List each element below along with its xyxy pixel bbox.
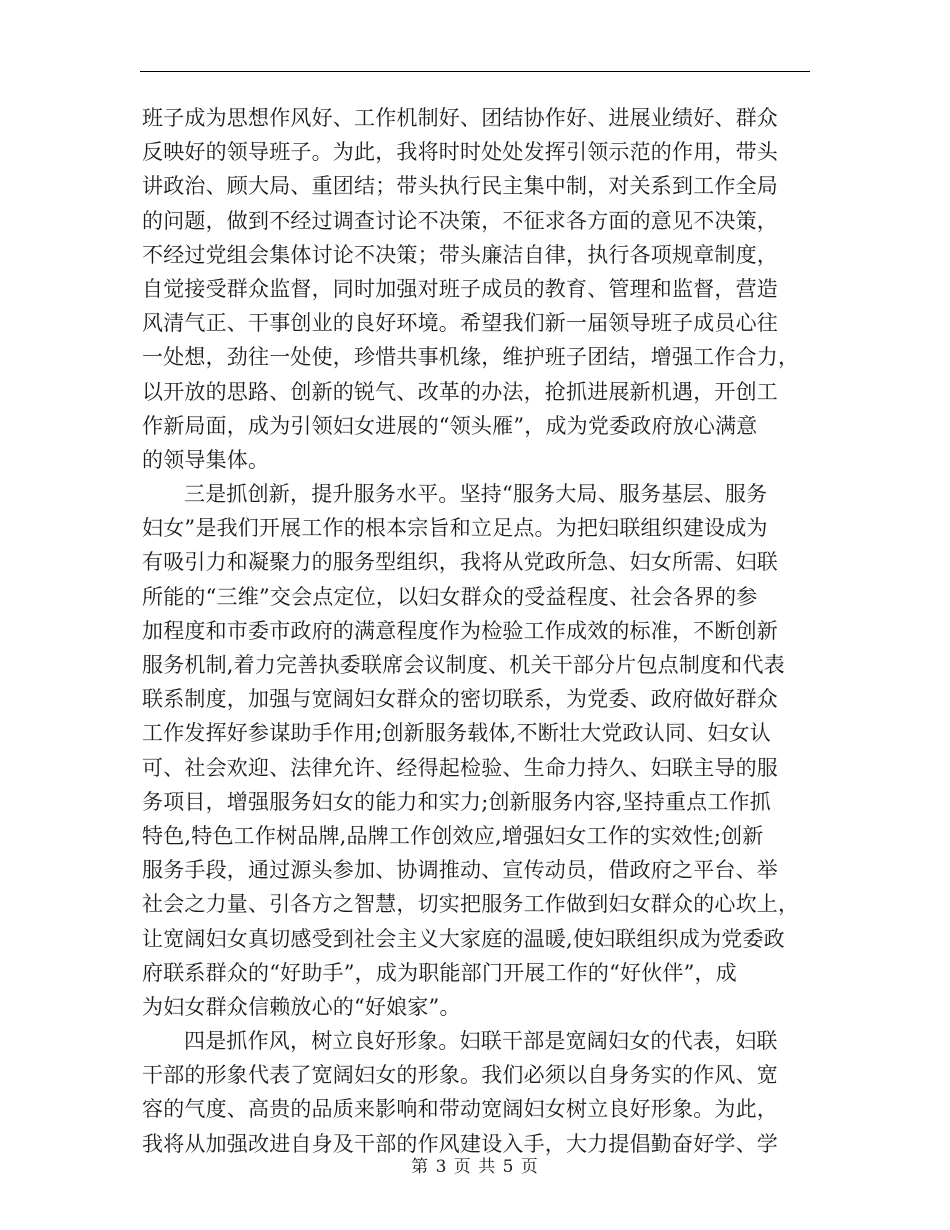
text-line: 可、社会欢迎、法律允许、经得起检验、生命力持久、妇联主导的服 [142, 755, 778, 780]
text-line: 妇女”是我们开展工作的根本宗旨和立足点。为把妇联组织建设成为 [142, 516, 768, 541]
text-line: 以开放的思路、创新的锐气、改革的办法，抢抓进展新机遇，开创工 [142, 379, 778, 404]
text-line: 的领导集体。 [142, 447, 270, 472]
text-line: 不经过党组会集体讨论不决策；带头廉洁自律，执行各项规章制度， [142, 242, 778, 267]
text-line: 有吸引力和凝聚力的服务型组织，我将从党政所急、妇女所需、妇联 [142, 550, 778, 575]
text-line: 的问题，做到不经过调查讨论不决策，不征求各方面的意见不决策， [142, 208, 778, 233]
text-line: 工作发挥好参谋助手作用;创新服务载体,不断壮大党政认同、妇女认 [142, 721, 771, 746]
page-number-footer: 第 3 页 共 5 页 [411, 1157, 539, 1177]
text-line: 自觉接受群众监督，同时加强对班子成员的教育、管理和监督，营造 [142, 276, 778, 301]
text-line: 社会之力量、引各方之智慧，切实把服务工作做到妇女群众的心坎上， [142, 892, 800, 917]
text-line: 反映好的领导班子。为此，我将时时处处发挥引领示范的作用，带头 [142, 140, 778, 165]
text-line: 务项目，增强服务妇女的能力和实力;创新服务内容,坚持重点工作抓 [142, 789, 771, 814]
header-rule [140, 71, 810, 72]
text-line: 服务手段，通过源头参加、协调推动、宣传动员，借政府之平台、举 [142, 858, 778, 883]
text-line: 容的气度、高贵的品质来影响和带动宽阔妇女树立良好形象。为此， [142, 1097, 778, 1122]
text-line: 风清气正、干事创业的良好环境。希望我们新一届领导班子成员心往 [142, 311, 778, 336]
text-line: 作新局面，成为引领妇女进展的“领头雁”，成为党委政府放心满意 [142, 413, 758, 438]
text-line: 加程度和市委市政府的满意程度作为检验工作成效的标准，不断创新 [142, 618, 778, 643]
body-text [142, 101, 810, 1161]
paragraph-start-line: 三是抓创新，提升服务水平。坚持“服务大局、服务基层、服务 [184, 482, 768, 507]
text-line: 为妇女群众信赖放心的“好娘家”。 [142, 994, 461, 1019]
text-line: 一处想，劲往一处使，珍惜共事机缘，维护班子团结，增强工作合力， [142, 345, 800, 370]
text-line: 讲政治、顾大局、重团结；带头执行民主集中制，对关系到工作全局 [142, 174, 778, 199]
text-line: 干部的形象代表了宽阔妇女的形象。我们必须以自身务实的作风、宽 [142, 1063, 778, 1088]
paragraph-start-line: 四是抓作风，树立良好形象。妇联干部是宽阔妇女的代表，妇联 [184, 1029, 778, 1054]
text-line: 我将从加强改进自身及干部的作风建设入手，大力提倡勤奋好学、学 [142, 1131, 778, 1156]
text-line: 服务机制,着力完善执委联席会议制度、机关干部分片包点制度和代表 [142, 653, 785, 677]
text-line: 特色,特色工作树品牌,品牌工作创效应,增强妇女工作的实效性;创新 [142, 823, 764, 848]
text-line: 班子成为思想作风好、工作机制好、团结协作好、进展业绩好、群众 [142, 106, 778, 130]
text-line: 所能的“三维”交会点定位，以妇女群众的受益程度、社会各界的参 [142, 584, 758, 609]
text-line: 让宽阔妇女真切感受到社会主义大家庭的温暖,使妇联组织成为党委政 [142, 926, 785, 951]
text-line: 联系制度，加强与宽阔妇女群众的密切联系，为党委、政府做好群众 [142, 687, 778, 712]
text-line: 府联系群众的“好助手”，成为职能部门开展工作的“好伙伴”，成 [142, 960, 737, 985]
